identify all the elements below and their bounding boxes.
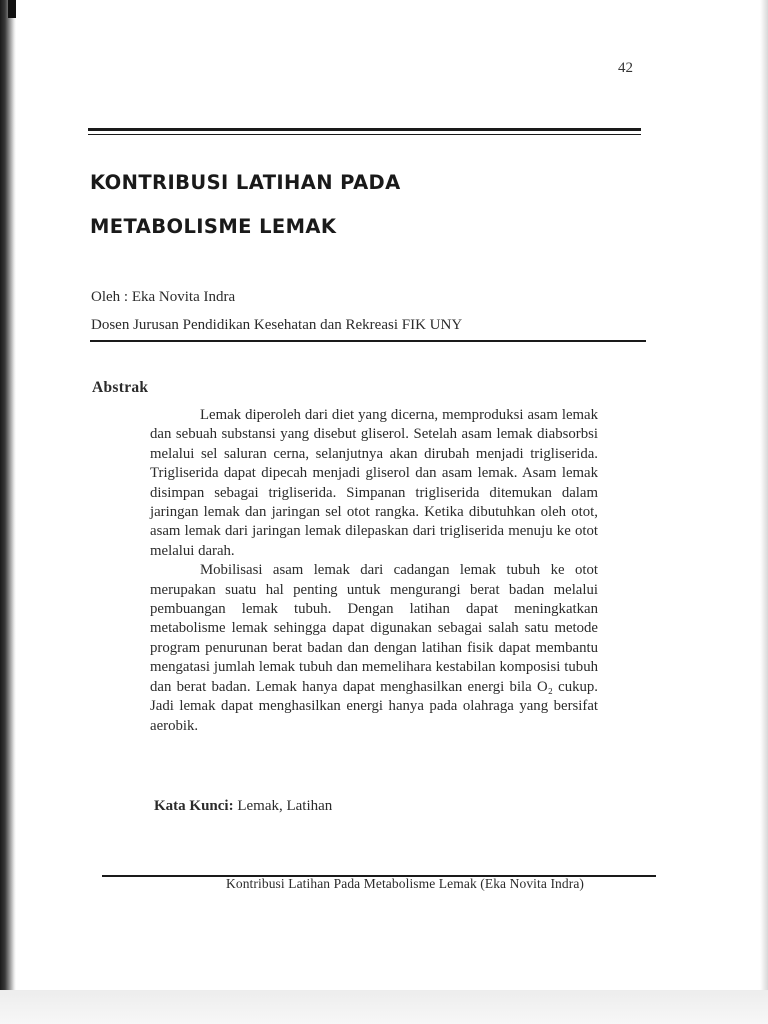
page-right-edge	[760, 0, 768, 990]
paper-title-line-1: KONTRIBUSI LATIHAN PADA	[90, 171, 401, 194]
page-binding-shadow	[0, 0, 16, 1024]
running-footer: Kontribusi Latihan Pada Metabolisme Lemak (Eka Novita Indra)	[226, 876, 585, 891]
page-bottom-edge	[0, 990, 768, 1024]
keywords-value: Lemak, Latihan	[233, 798, 333, 814]
affiliation-line: Dosen Jurusan Pendidikan Kesehatan dan Rekreasi FIK UNY	[91, 317, 463, 333]
page-number: 42	[618, 60, 633, 76]
keywords-label: Kata Kunci:	[154, 798, 234, 814]
paper-title-line-2: METABOLISME LEMAK	[90, 215, 337, 238]
abstract-heading: Abstrak	[92, 379, 149, 396]
author-divider	[90, 340, 646, 342]
header-rule-thin	[88, 134, 641, 135]
abstract-paragraph-2: Mobilisasi asam lemak dari cadangan lemak tubuh ke otot merupakan suatu hal penting untuk mengurangi berat badan melalui pembuangan lemak tubuh. Dengan latihan dapat meningkatkan metabolisme lemak sehingga dapat digunakan sebagai salah satu metode program penurunan berat badan dan dengan latihan fisik dapat membantu mengatasi jumlah lemak tubuh dan memelihara kestabilan komposisi tubuh dan berat badan. Lemak hanya dapat menghasilkan energi bila O₂ cukup. Jadi lemak dapat menghasilkan energi hanya pada olahraga yang bersifat aerobik.	[150, 562, 598, 734]
abstract-body	[150, 406, 598, 736]
abstract-paragraph-1: Lemak diperoleh dari diet yang dicerna, memproduksi asam lemak dan sebuah substansi yang disebut gliserol. Setelah asam lemak diabsorbsi melalui sel saluran cerna, selanjutnya akan dirubah menjadi trigliserida. Trigliserida dapat dipecah menjadi gliserol dan asam lemak. Asam lemak disimpan sebagai trigliserida. Simpanan trigliserida ditemukan dalam jaringan lemak dan jaringan sel otot rangka. Ketika dibutuhkan oleh otot, asam lemak dari jaringan lemak dilepaskan dari trigliserida menuju ke otot melalui darah.	[150, 407, 598, 559]
header-rule-thick	[88, 128, 641, 131]
author-line: Oleh : Eka Novita Indra	[91, 289, 236, 305]
keywords	[154, 798, 332, 815]
